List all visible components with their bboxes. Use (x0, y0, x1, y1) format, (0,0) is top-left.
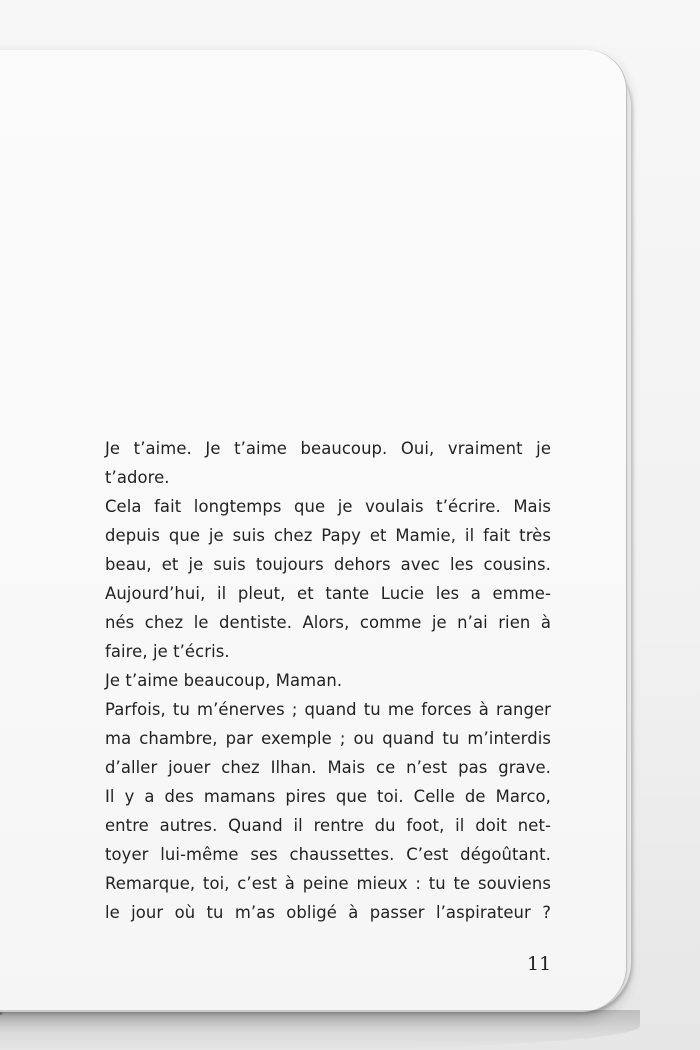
page-body-text (105, 434, 551, 927)
text-line: Parfois, tu m’énerves ; quand tu me forces à ranger (105, 700, 551, 719)
text-line: nés chez le dentiste. Alors, comme je n’ai rien à (105, 613, 551, 632)
text-line: toyer lui-même ses chaussettes. C’est dégoûtant. (105, 845, 551, 864)
text-line: Je t’aime. Je t’aime beaucoup. Oui, vraiment je (105, 439, 551, 458)
text-line: le jour où tu m’as obligé à passer l’aspirateur ? (105, 903, 551, 922)
text-line: entre autres. Quand il rentre du foot, il doit net- (105, 816, 551, 835)
text-line: Aujourd’hui, il pleut, et tante Lucie les a emme- (105, 584, 551, 603)
page-number: 11 (527, 953, 552, 975)
text-line: d’aller jouer chez Ilhan. Mais ce n’est pas grave. (105, 758, 551, 777)
text-line: ma chambre, par exemple ; ou quand tu m’interdis (105, 729, 551, 748)
text-line: Il y a des mamans pires que toi. Celle de Marco, (105, 787, 551, 806)
page-shadow (0, 1010, 640, 1050)
text-line: Remarque, toi, c’est à peine mieux : tu te souviens (105, 874, 551, 893)
text-line: Je t’aime beaucoup, Maman. (105, 671, 343, 690)
text-line: Cela fait longtemps que je voulais t’écrire. Mais (105, 497, 551, 516)
text-line: beau, et je suis toujours dehors avec les cousins. (105, 555, 551, 574)
text-line: t’adore. (105, 468, 170, 487)
text-line: depuis que je suis chez Papy et Mamie, il fait très (105, 526, 551, 545)
text-line: faire, je t’écris. (105, 642, 230, 661)
